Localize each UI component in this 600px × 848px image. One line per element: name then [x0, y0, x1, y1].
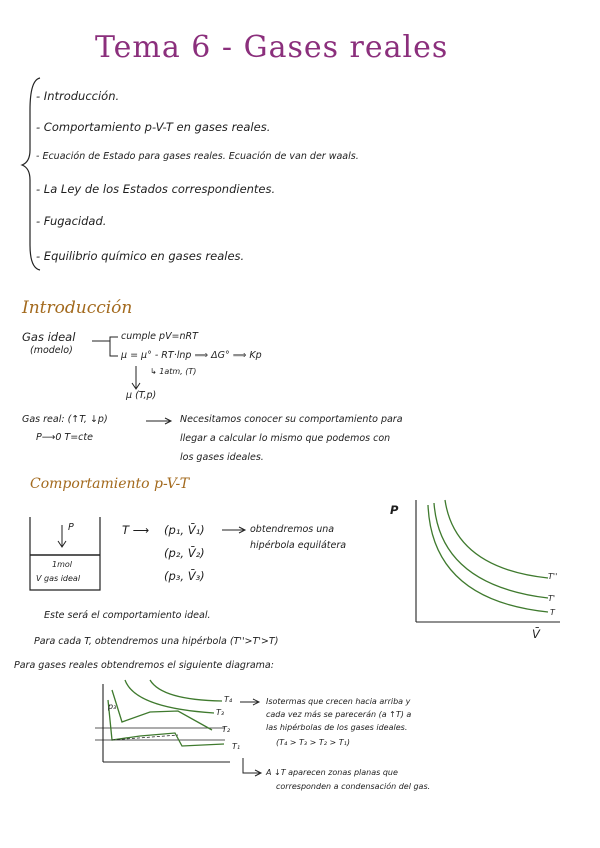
p-to-zero: P⟶0 T=cte [36, 432, 93, 443]
index-item: - Introducción. [36, 89, 120, 103]
section-heading-intro: Introducción [22, 298, 133, 318]
para-gases-text: Para gases reales obtendremos el siguiente diagrama: [14, 660, 274, 671]
graph2-curve-label: T₂ [222, 725, 231, 734]
latm-note: ↳ 1atm, (T) [150, 367, 197, 376]
isotermas-note: las hipérbolas de los gases ideales. [266, 723, 408, 732]
graph1-curve-label: T' [548, 594, 556, 603]
t-arrow: T ⟶ [122, 523, 150, 537]
zonas-note: corresponden a condensación del gas. [276, 782, 431, 791]
modelo-label: (modelo) [30, 345, 73, 356]
mu-equation: μ = μ° - RT·lnp ⟹ ΔG° ⟹ Kp [121, 350, 262, 361]
necesitamos-text: Necesitamos conocer su comportamiento para [180, 414, 403, 425]
ideal-text: Este será el comportamiento ideal. [44, 610, 211, 621]
mu-tp: μ (T,p) [126, 390, 157, 401]
graph1-curve-label: T'' [548, 572, 558, 581]
graph2-curve-label: T₄ [224, 695, 233, 704]
graph2-axis-label: p₃ [108, 702, 117, 711]
index-brace [22, 78, 40, 270]
curve-t-prime [434, 503, 548, 598]
piston-p-label: P [68, 522, 74, 533]
cumple-text: cumple pV=nRT [121, 331, 198, 342]
arrow-cumple [92, 337, 118, 341]
graph1-y-label: P [390, 503, 399, 517]
isotherm-graph-ideal [416, 500, 560, 622]
necesitamos-text: los gases ideales. [180, 452, 264, 463]
curve-t-double-prime [445, 500, 548, 578]
gas-ideal-label: Gas ideal [22, 330, 76, 344]
piston-mol-label: 1mol [52, 560, 72, 569]
arrow-mu [110, 341, 118, 356]
pair: (p₃, V̄₃) [164, 569, 205, 583]
graph1-curve-label: T [550, 608, 555, 617]
isotermas-note: cada vez más se parecerán (a ↑T) a [266, 710, 412, 719]
necesitamos-text: llegar a calcular lo mismo que podemos con [180, 433, 391, 444]
index-item: - Equilibrio químico en gases reales. [36, 249, 245, 263]
isotherm-graph-real [95, 680, 233, 762]
isotermas-note: Isotermas que crecen hacia arriba y [266, 697, 411, 706]
graph1-x-label: V̄ [532, 627, 540, 641]
index-item: - Fugacidad. [36, 214, 107, 228]
piston-v-label: V gas ideal [36, 574, 81, 583]
pair: (p₂, V̄₂) [164, 546, 205, 560]
zonas-note: A ↓T aparecen zonas planas que [266, 768, 398, 777]
curve-t [428, 505, 548, 612]
para-cada-text: Para cada T, obtendremos una hipérbola (T''>T'>T) [34, 636, 279, 647]
temperature-order: (T₄ > T₃ > T₂ > T₁) [276, 738, 350, 747]
index-item: - La Ley de los Estados correspondientes. [36, 182, 276, 196]
pair: (p₁, V̄₁) [164, 523, 205, 537]
page-title: Tema 6 - Gases reales [95, 30, 449, 65]
obtendremos-text: hipérbola equilátera [250, 540, 347, 551]
section-heading-comportamiento: Comportamiento p-V-T [30, 476, 190, 492]
gas-real-label: Gas real: (↑T, ↓p) [22, 414, 108, 425]
index-item: - Comportamiento p-V-T en gases reales. [36, 120, 271, 134]
index-item: - Ecuación de Estado para gases reales. Ecuación de van der waals. [36, 151, 359, 162]
graph2-curve-label: T₁ [232, 742, 241, 751]
graph2-curve-label: T₃ [216, 708, 225, 717]
obtendremos-text: obtendremos una [250, 524, 335, 535]
